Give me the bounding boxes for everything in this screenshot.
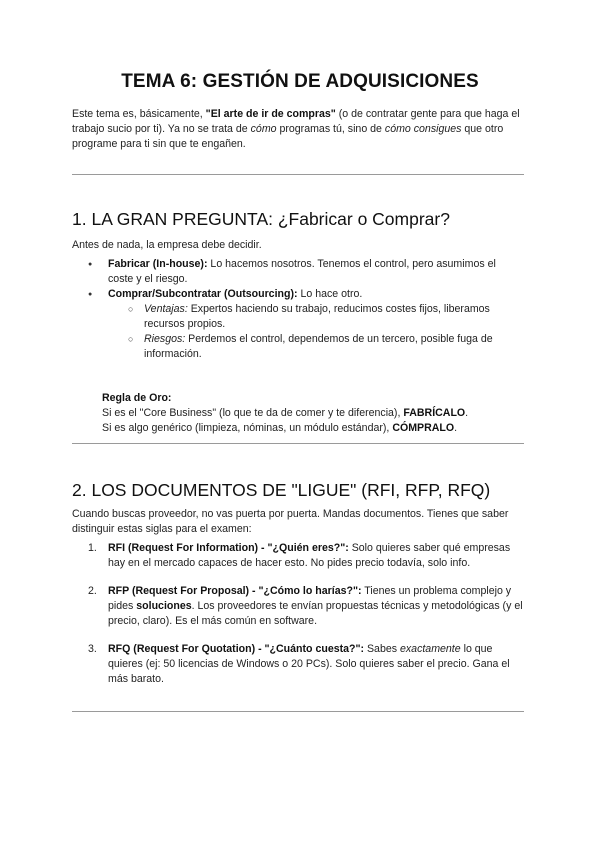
make-or-buy-list bbox=[72, 257, 522, 362]
item-title: RFI (Request For Information) - "¿Quién eres?": bbox=[108, 542, 349, 554]
divider bbox=[72, 443, 524, 444]
sub-list-item bbox=[108, 302, 522, 332]
section2-lead: Cuando buscas proveedor, no vas puerta por puerta. Mandas documentos. Tienes que saber distinguir estas siglas para el examen: bbox=[72, 508, 509, 535]
golden-rule-title: Regla de Oro: bbox=[102, 392, 172, 404]
bullet-label: Comprar/Subcontratar (Outsourcing): bbox=[108, 288, 298, 300]
item-italic: exactamente bbox=[399, 643, 461, 655]
intro-text: que otro programe para ti sin que te engañen. bbox=[72, 123, 504, 150]
page-title: TEMA 6: GESTIÓN DE ADQUISICIONES bbox=[121, 71, 479, 92]
item-number: 2. bbox=[88, 585, 97, 597]
section1-heading: 1. LA GRAN PREGUNTA: ¿Fabricar o Comprar? bbox=[72, 209, 450, 229]
golden-rule-text: Si es el "Core Business" (lo que te da de comer y te diferencia), bbox=[102, 407, 404, 419]
item-text: Solo quieres saber qué empresas hay en el mercado capaces de hacer esto. No pides precio todavía, solo info. bbox=[108, 542, 511, 569]
golden-rule-box bbox=[102, 391, 532, 436]
sub-label: Ventajas: bbox=[144, 303, 188, 315]
item-text: . Los proveedores te envían propuestas técnicas y metodológicas (y el precio, claro). Es el más común en software. bbox=[108, 600, 523, 627]
golden-rule-line bbox=[102, 421, 532, 436]
golden-rule-emphasis: CÓMPRALO bbox=[392, 422, 455, 434]
item-title: RFQ (Request For Quotation) - "¿Cuánto cuesta?": bbox=[108, 643, 365, 655]
documents-list bbox=[72, 541, 527, 700]
item-emphasis: soluciones bbox=[136, 600, 192, 612]
sub-list-item bbox=[108, 332, 522, 362]
intro-bold: "El arte de ir de compras" bbox=[205, 108, 336, 120]
bullet-text: Lo hacemos nosotros. Tenemos el control, pero asumimos el coste y el riesgo. bbox=[108, 258, 496, 285]
intro-italic: cómo consigues bbox=[384, 123, 462, 135]
divider bbox=[72, 711, 524, 712]
section2-heading: 2. LOS DOCUMENTOS DE "LIGUE" (RFI, RFP, RFQ) bbox=[72, 480, 491, 500]
intro-text: (o de contratar gente para que haga el trabajo sucio por ti). Ya no se trata de bbox=[72, 108, 520, 135]
divider bbox=[72, 174, 524, 175]
sub-label: Riesgos: bbox=[144, 333, 186, 345]
list-item bbox=[72, 287, 522, 362]
golden-rule-line bbox=[102, 406, 532, 421]
item-number: 1. bbox=[88, 542, 97, 554]
golden-rule-punct: . bbox=[454, 422, 458, 434]
outsourcing-sublist bbox=[108, 302, 522, 362]
list-item bbox=[72, 257, 522, 287]
item-text: Tienes un problema complejo y pides bbox=[108, 585, 512, 612]
intro-paragraph bbox=[72, 107, 532, 152]
golden-rule-text: Si es algo genérico (limpieza, nóminas, un módulo estándar), bbox=[102, 422, 393, 434]
intro-italic: cómo bbox=[250, 123, 277, 135]
golden-rule-punct: . bbox=[465, 407, 469, 419]
list-item bbox=[72, 642, 527, 687]
bullet-label: Fabricar (In-house): bbox=[108, 258, 208, 270]
section1-lead: Antes de nada, la empresa debe decidir. bbox=[72, 239, 262, 251]
golden-rule-emphasis: FABRÍCALO bbox=[403, 407, 466, 419]
item-text: Sabes bbox=[364, 643, 400, 655]
item-title: RFP (Request For Proposal) - "¿Cómo lo harías?": bbox=[108, 585, 362, 597]
intro-text: Este tema es, básicamente, bbox=[72, 108, 206, 120]
intro-text: programas tú, sino de bbox=[276, 123, 385, 135]
sub-text: Expertos haciendo su trabajo, reducimos costes fijos, liberamos recursos propios. bbox=[144, 303, 490, 330]
item-text: lo que quieres (ej: 50 licencias de Windows o 20 PCs). Solo quieres saber el precio. Gana el más barato. bbox=[108, 643, 510, 685]
bullet-text: Lo hace otro. bbox=[297, 288, 363, 300]
list-item bbox=[72, 541, 527, 571]
sub-text: Perdemos el control, dependemos de un tercero, posible fuga de información. bbox=[144, 333, 493, 360]
item-number: 3. bbox=[88, 643, 97, 655]
list-item bbox=[72, 584, 527, 629]
